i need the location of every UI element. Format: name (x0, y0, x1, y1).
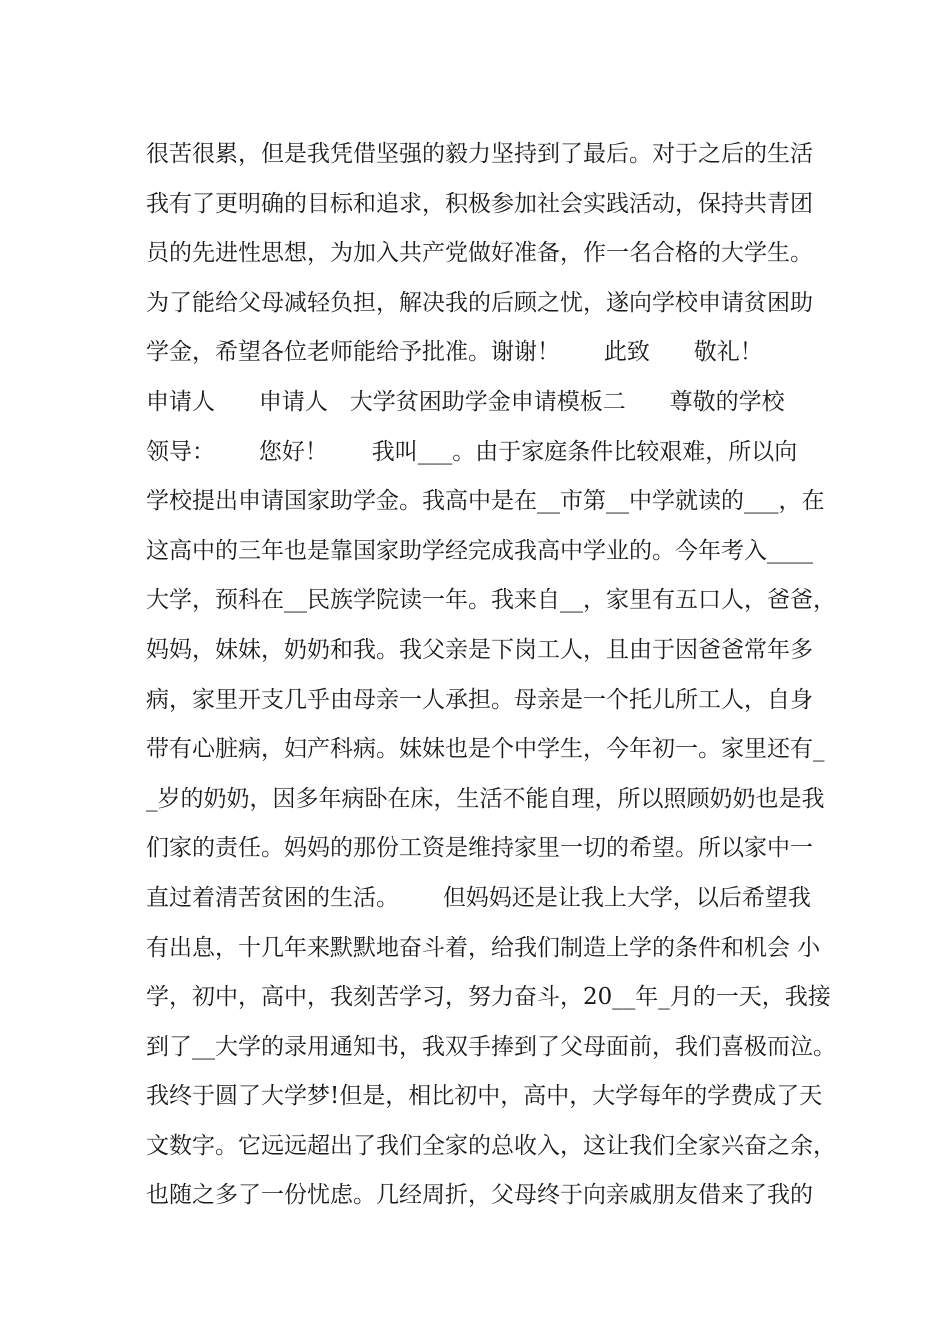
text-line: 员的先进性思想，为加入共产党做好准备，作一名合格的大学生。 (146, 240, 813, 267)
text-line: 带有心脏病，妇产科病。妹妹也是个中学生，今年初一。家里还有_ (146, 736, 825, 763)
text-line: _岁的奶奶，因多年病卧在床，生活不能自理，所以照顾奶奶也是我 (146, 785, 825, 812)
text-line: 妈妈，妹妹，奶奶和我。我父亲是下岗工人，且由于因爸爸常年多 (146, 636, 813, 663)
text-line: 到了__大学的录用通知书，我双手捧到了父母面前，我们喜极而泣。 (146, 1033, 836, 1060)
text-line: 病，家里开支几乎由母亲一人承担。母亲是一个托儿所工人，自身 (146, 686, 813, 713)
text-line: 也随之多了一份忧虑。几经周折，父母终于向亲戚朋友借来了我的 (146, 1182, 813, 1209)
text-line: 有出息，十几年来默默地奋斗着，给我们制造上学的条件和机会 小 (146, 934, 821, 961)
text-line: 学金，希望各位老师能给予批准。谢谢！ 此致 敬礼！ (146, 339, 763, 366)
text-line: 领导： 您好！ 我叫___。由于家庭条件比较艰难，所以向 (146, 438, 798, 465)
text-line: 们家的责任。妈妈的那份工资是维持家里一切的希望。所以家中一 (146, 835, 813, 862)
text-line: 这高中的三年也是靠国家助学经完成我高中学业的。今年考入____ (146, 537, 813, 564)
text-line: 文数字。它远远超出了我们全家的总收入，这让我们全家兴奋之余， (146, 1132, 836, 1159)
text-line: 直过着清苦贫困的生活。 但妈妈还是让我上大学，以后希望我 (146, 884, 811, 911)
text-line: 大学，预科在__民族学院读一年。我来自__，家里有五口人，爸爸， (146, 587, 836, 614)
text-line: 很苦很累，但是我凭借坚强的毅力坚持到了最后。对于之后的生活 (146, 141, 813, 167)
text-line: 我终于圆了大学梦!但是，相比初中，高中，大学每年的学费成了天 (146, 1083, 823, 1110)
text-line: 申请人 申请人 大学贫困助学金申请模板二 尊敬的学校 (146, 388, 785, 415)
document-body (146, 130, 836, 1221)
text-line: 为了能给父母减轻负担，解决我的后顾之忧，遂向学校申请贫困助 (146, 289, 813, 316)
text-line: 学校提出申请国家助学金。我高中是在__市第__中学就读的___，在 (146, 488, 825, 515)
text-line: 学，初中，高中，我刻苦学习，努力奋斗，20__年_月的一天，我接 (146, 984, 831, 1011)
text-line: 我有了更明确的目标和追求，积极参加社会实践活动，保持共青团 (146, 190, 813, 217)
